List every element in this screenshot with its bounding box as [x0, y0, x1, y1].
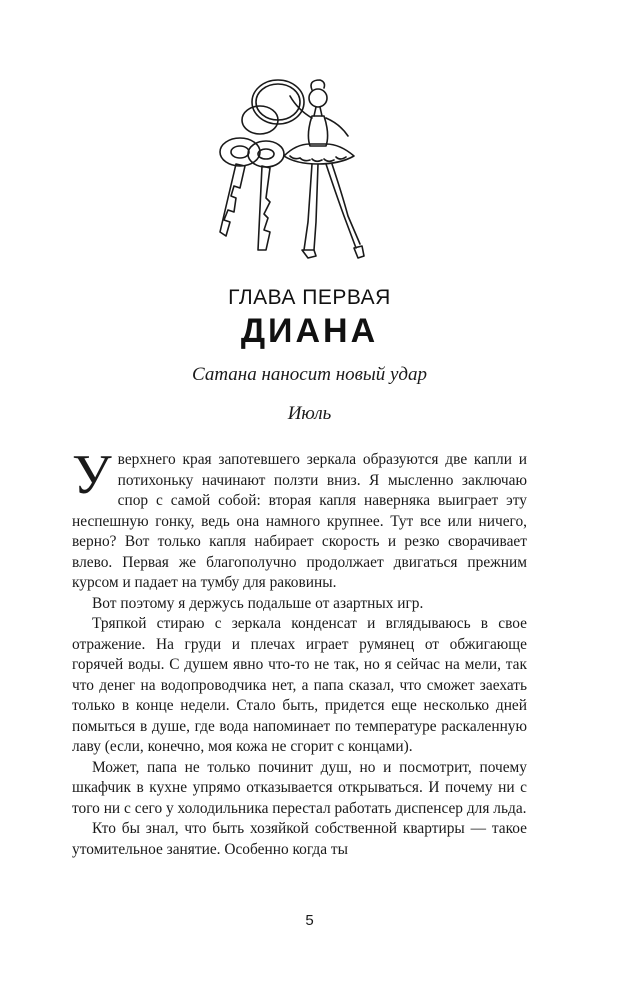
section-heading: Июль [287, 403, 332, 424]
paragraph: Вот поэтому я держусь подальше от азартных игр. [92, 594, 424, 612]
page-number: 5 [305, 912, 314, 929]
drop-cap: У [72, 444, 112, 506]
paragraph: Кто бы знал, что быть хозяйкой собственной квартиры — такое утомительное занятие. Особенно когда ты [72, 820, 527, 858]
chapter-subtitle: Сатана наносит новый удар [192, 364, 427, 385]
paragraph-text: верхнего края запотевшего зеркала образуются две капли и потихоньку начинают ползти вниз. Я мысленно заключаю спор с самой собой: вторая капля наверняка выиграет эту неспешную гонку, ведь она намного крупнее. Тут все или ничего, верно? Вот только капля набирает скорость и резко сворачивает влево. Первая же благополучно продолжает двигаться прежним курсом и падает на тумбу для раковины. [72, 451, 527, 591]
body-text [72, 444, 527, 860]
chapter-title: ДИАНА [240, 312, 379, 350]
paragraph [72, 444, 527, 594]
paragraph: Может, папа не только починит душ, но и посмотрит, почему шкафчик в кухне упрямо отказывается открываться. И почему ни с того ни с сего у холодильника перестал работать диспенсер для льда. [72, 758, 527, 817]
paragraph: Тряпкой стираю с зеркала конденсат и вглядываюсь в свое отражение. На груди и плечах играет румянец от обжигающе горячей воды. С душем явно что-то не так, но я сейчас на мели, так что денег на водопроводчика нет, а папа сказал, что сможет заехать только в конце недели. Стало быть, придется еще несколько дней помыться в душе, где вода напоминает по температуре раскаленную лаву (если, конечно, моя кожа не сгорит с концами). [72, 615, 527, 755]
keys-ballerina-illustration-icon [200, 72, 370, 272]
chapter-label: ГЛАВА ПЕРВАЯ [228, 286, 391, 309]
